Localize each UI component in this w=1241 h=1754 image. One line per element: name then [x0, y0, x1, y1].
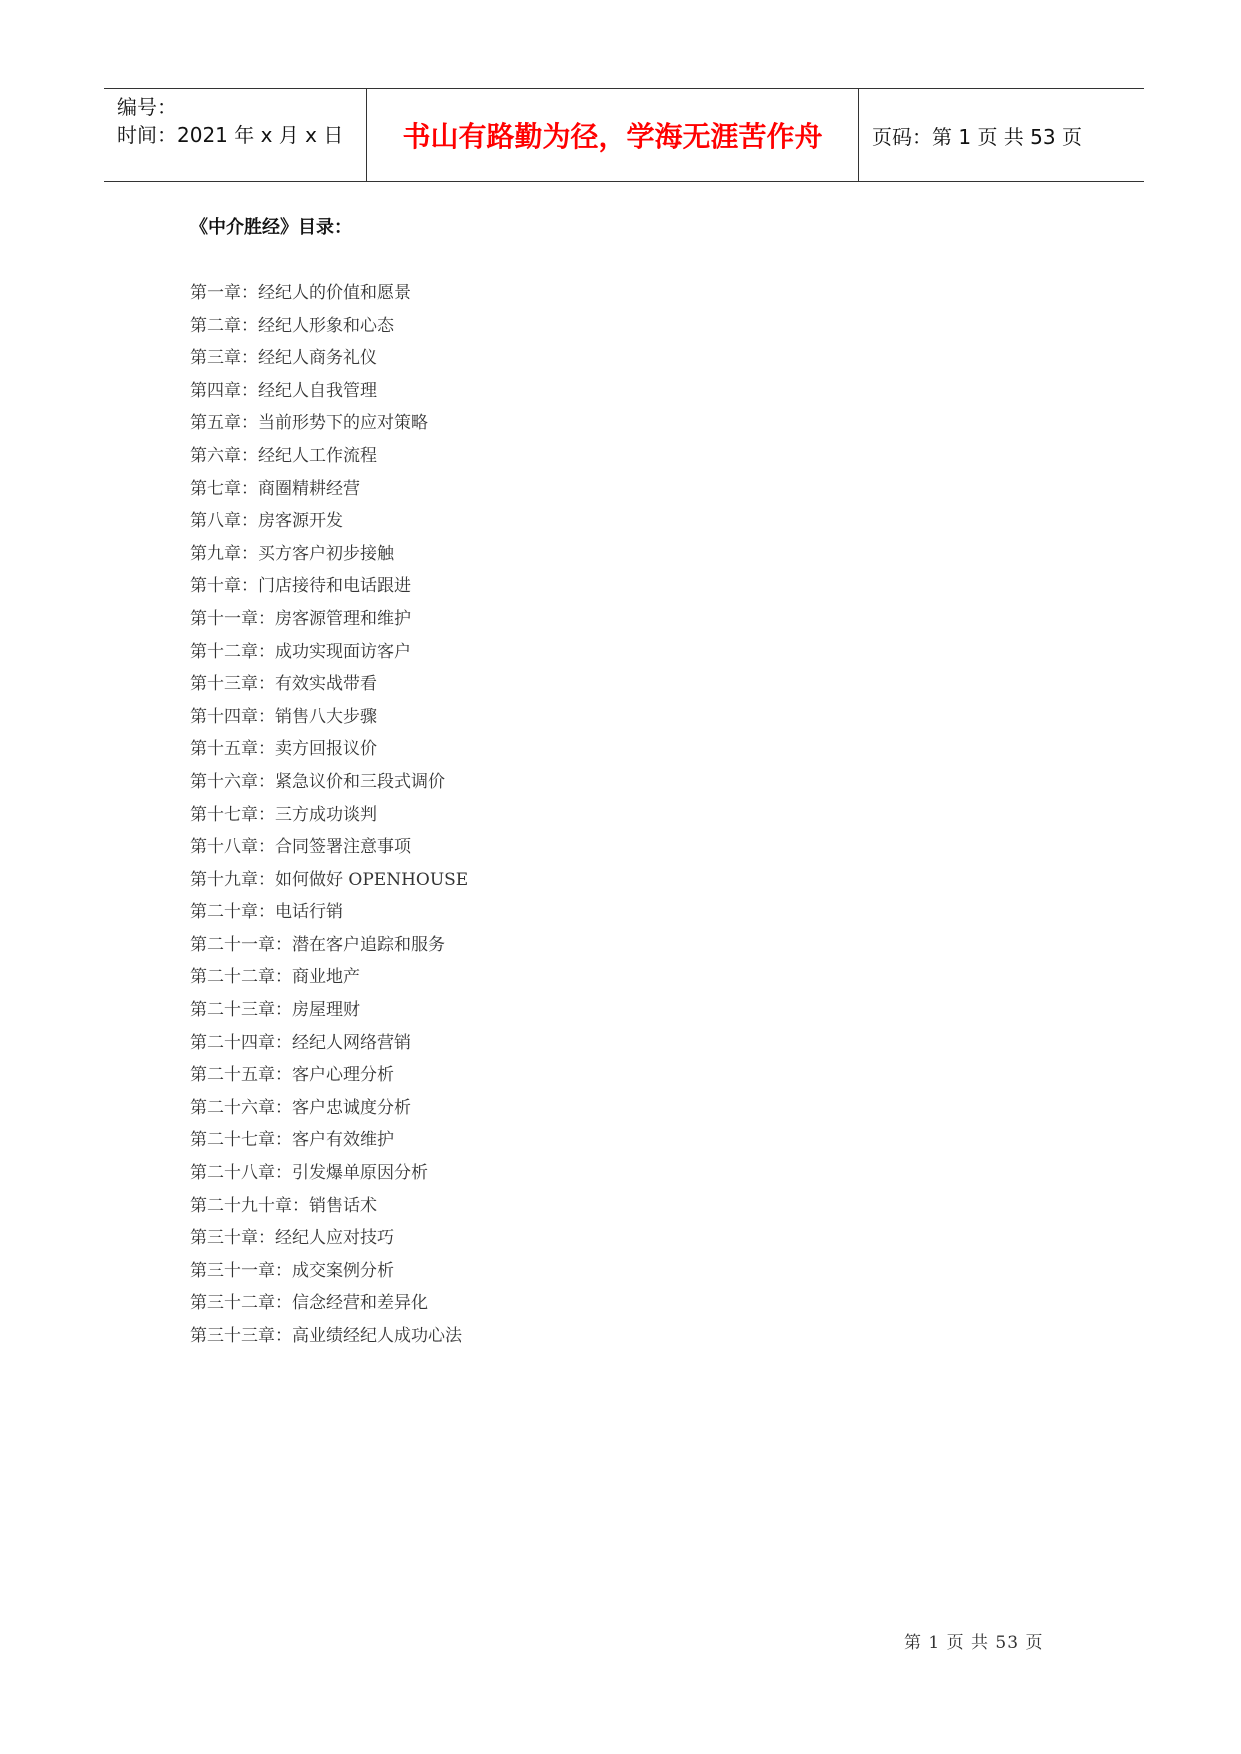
toc-item: 第二十章：电话行销: [190, 902, 343, 923]
toc-item: 第八章：房客源开发: [190, 511, 343, 532]
toc-item: 第二十四章：经纪人网络营销: [190, 1032, 411, 1053]
toc-item: 第五章：当前形势下的应对策略: [190, 413, 428, 434]
toc-item: 第十五章：卖方回报议价: [190, 739, 377, 760]
toc-item: 第二章：经纪人形象和心态: [190, 315, 394, 336]
toc-item: 第二十九十章：销售话术: [190, 1195, 377, 1216]
toc-item: 第九章：买方客户初步接触: [190, 543, 394, 564]
header-page-label: 页码：第 1 页 共 53 页: [872, 124, 1082, 149]
code-label: 编号：: [117, 95, 177, 119]
time-label: 时间：2021 年 x 月 x 日: [117, 123, 344, 147]
toc-item: 第十七章：三方成功谈判: [190, 804, 377, 825]
toc-item: 第十三章：有效实战带看: [190, 674, 377, 695]
toc-item: 第二十一章：潜在客户追踪和服务: [190, 934, 445, 955]
toc-item: 第十六章：紧急议价和三段式调价: [190, 771, 445, 792]
toc-list: [190, 277, 468, 1353]
toc-item: 第七章：商圈精耕经营: [190, 478, 360, 499]
toc-item: 第三十二章：信念经营和差异化: [190, 1293, 428, 1314]
toc-item: 第二十八章：引发爆单原因分析: [190, 1163, 428, 1184]
toc-item: 第十八章：合同签署注意事项: [190, 837, 411, 858]
header-meta: [104, 89, 367, 181]
toc-item: 第四章：经纪人自我管理: [190, 380, 377, 401]
toc-item: 第三十三章：高业绩经纪人成功心法: [190, 1326, 462, 1346]
toc-item: 第十二章：成功实现面访客户: [190, 641, 411, 662]
toc-item: 第十一章：房客源管理和维护: [190, 608, 411, 629]
toc-item: 第二十五章：客户心理分析: [190, 1065, 394, 1086]
toc-item: 第二十六章：客户忠诚度分析: [190, 1097, 411, 1118]
toc-item: 第一章：经纪人的价值和愿景: [190, 283, 411, 303]
toc-item: 第二十七章：客户有效维护: [190, 1130, 394, 1151]
page-header: [104, 88, 1144, 182]
toc-item: 第十九章：如何做好 OPENHOUSE: [190, 869, 469, 890]
toc-item: 第三十一章：成交案例分析: [190, 1260, 394, 1281]
header-motto: 书山有路勤为径，学海无涯苦作舟: [367, 89, 859, 181]
toc-item: 第二十三章：房屋理财: [190, 1000, 360, 1021]
toc-item: 第三十章：经纪人应对技巧: [190, 1228, 394, 1249]
toc-title: 《中介胜经》目录：: [190, 217, 352, 238]
toc-item: 第三章：经纪人商务礼仪: [190, 348, 377, 369]
toc-item: 第十章：门店接待和电话跟进: [190, 576, 411, 597]
toc-item: 第二十二章：商业地产: [190, 967, 360, 988]
toc-item: 第十四章：销售八大步骤: [190, 706, 377, 727]
page-footer: 第 1 页 共 53 页: [904, 1633, 1044, 1653]
toc-item: 第六章：经纪人工作流程: [190, 445, 377, 466]
